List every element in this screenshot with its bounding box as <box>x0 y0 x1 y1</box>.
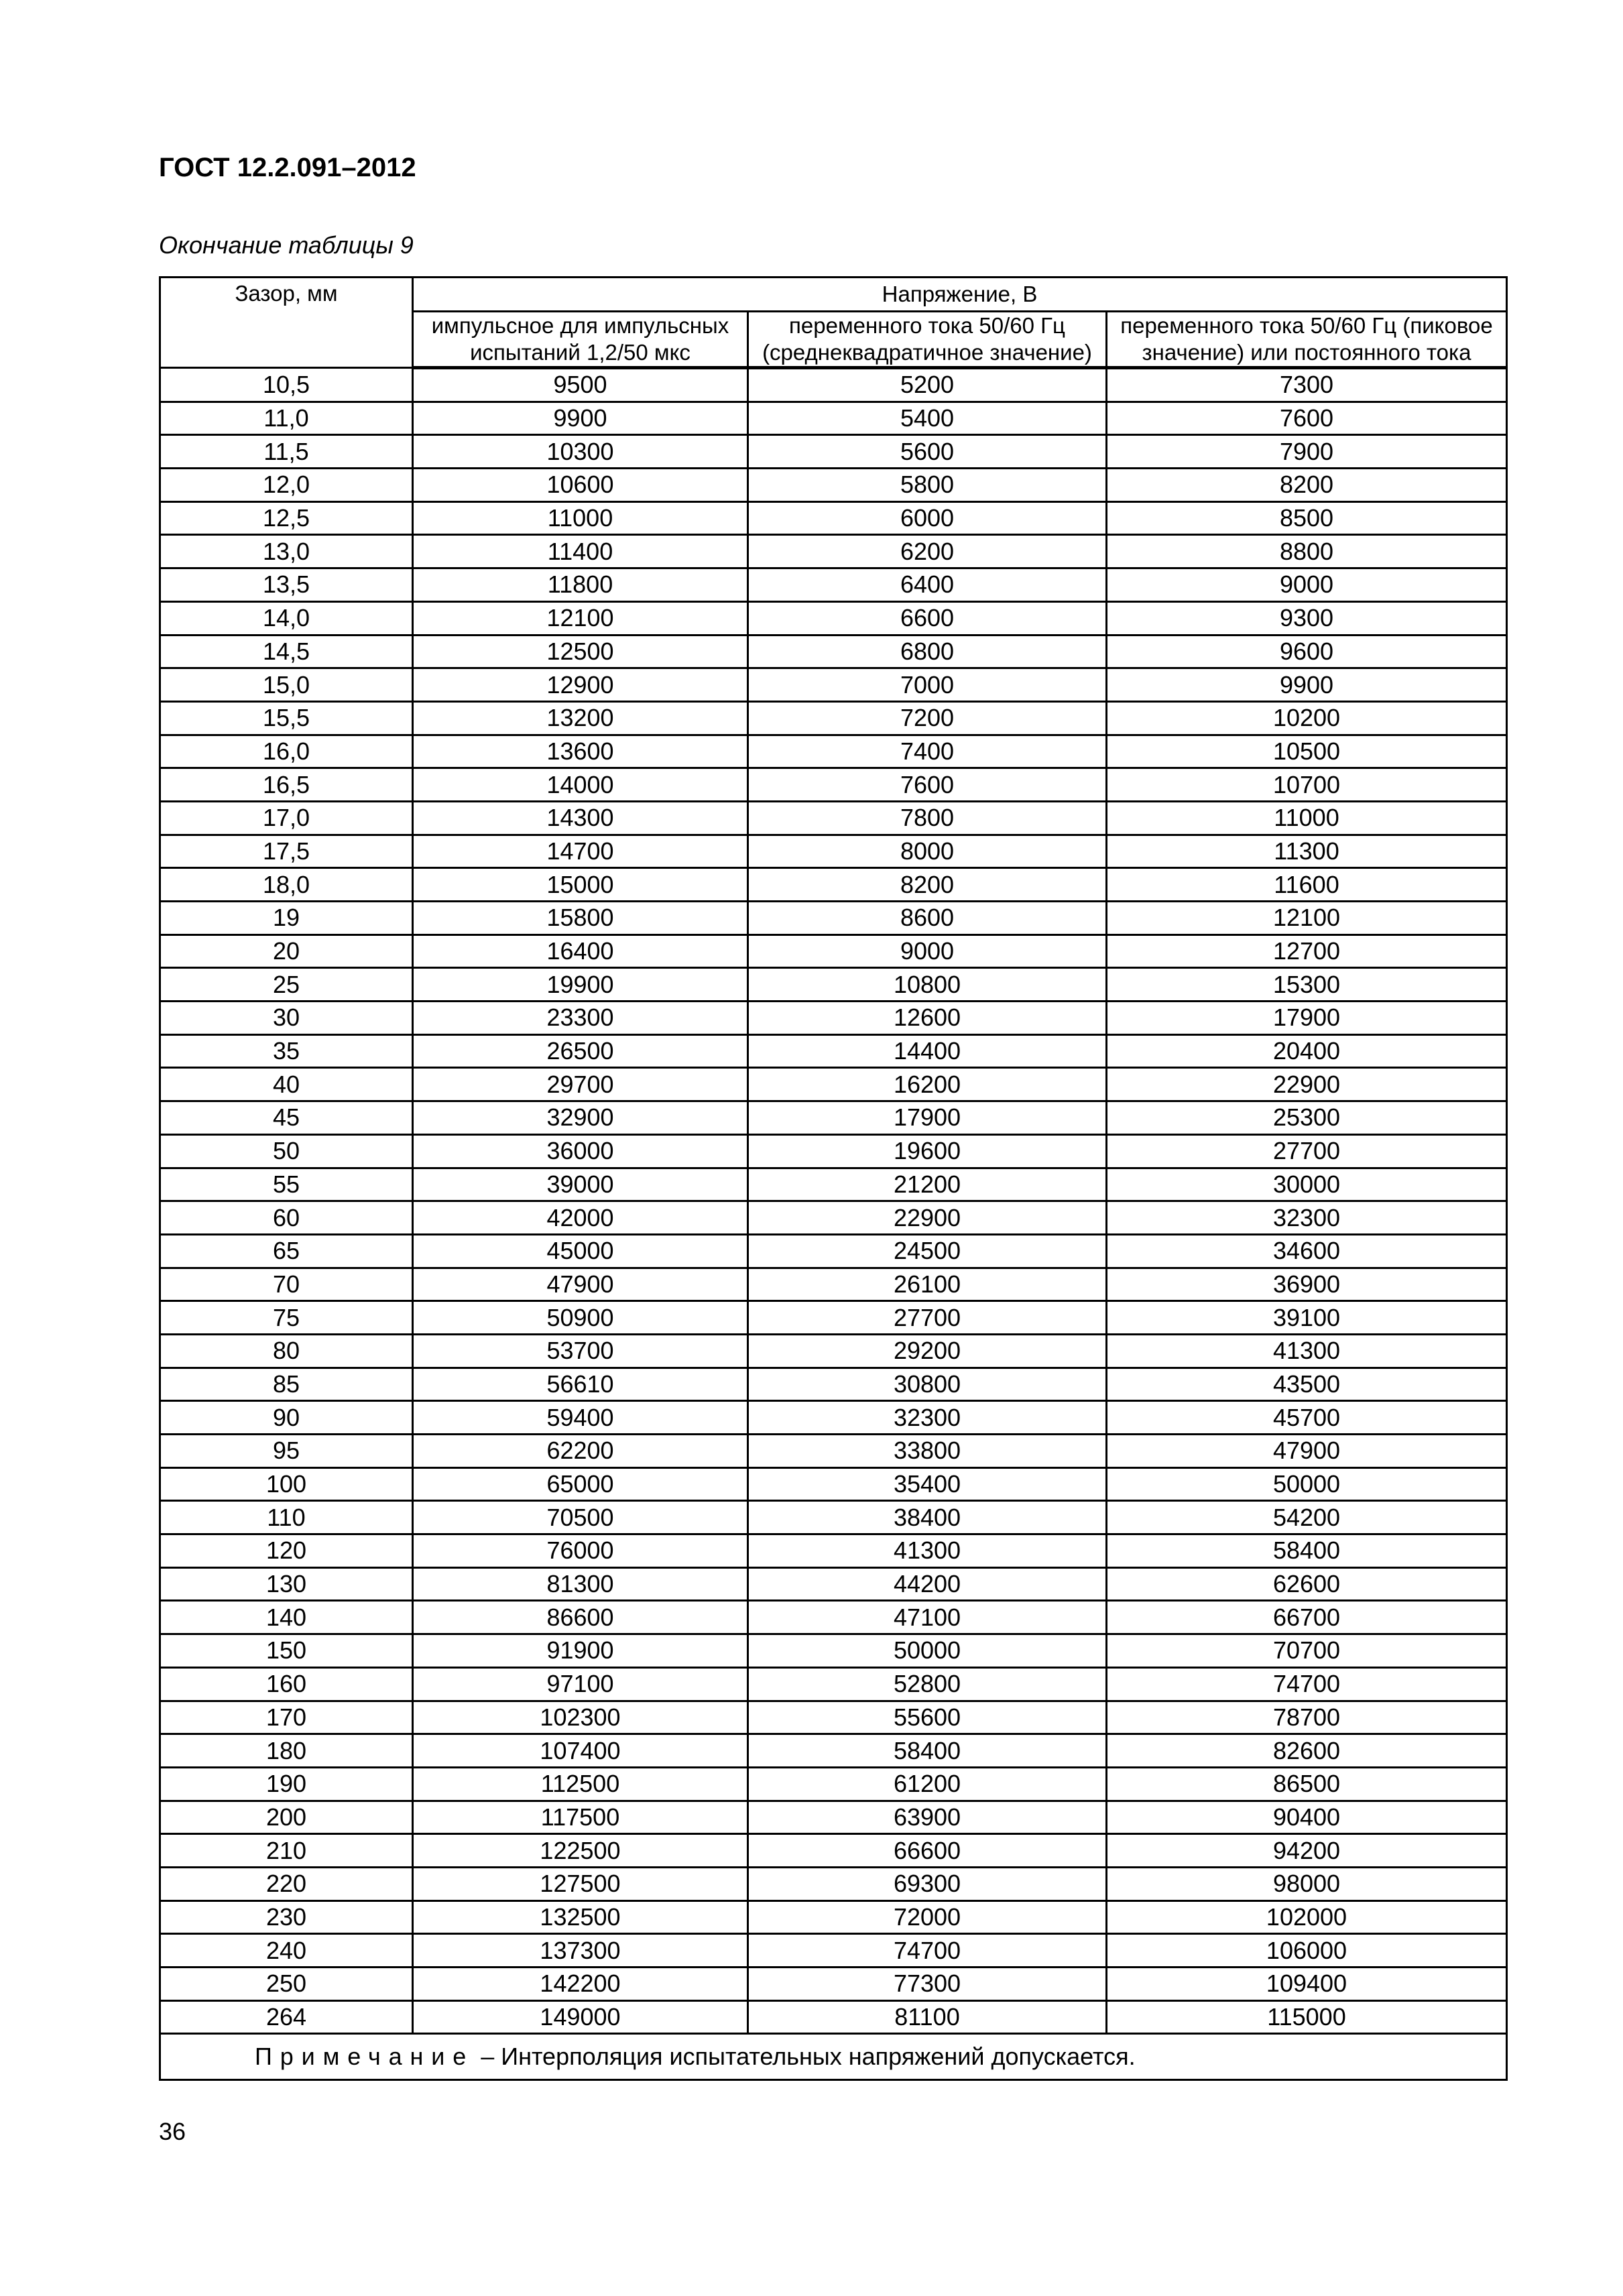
gap-cell: 110 <box>160 1501 413 1534</box>
table-row <box>160 1002 1507 1035</box>
ac-peak-dc-cell: 12100 <box>1107 902 1507 935</box>
ac-rms-cell: 8200 <box>748 868 1107 902</box>
impulse-cell: 39000 <box>413 1168 748 1201</box>
gap-cell: 30 <box>160 1002 413 1035</box>
impulse-cell: 62200 <box>413 1435 748 1468</box>
gap-cell: 16,0 <box>160 735 413 768</box>
impulse-cell: 19900 <box>413 968 748 1002</box>
impulse-cell: 53700 <box>413 1334 748 1368</box>
table-row <box>160 1667 1507 1701</box>
gap-cell: 85 <box>160 1368 413 1401</box>
gap-cell: 90 <box>160 1401 413 1435</box>
gap-cell: 170 <box>160 1701 413 1734</box>
ac-rms-cell: 5400 <box>748 402 1107 435</box>
impulse-cell: 11800 <box>413 568 748 602</box>
table-row <box>160 835 1507 868</box>
impulse-cell: 11400 <box>413 535 748 568</box>
ac-rms-cell: 5200 <box>748 368 1107 402</box>
table-row <box>160 1834 1507 1868</box>
ac-rms-cell: 7000 <box>748 668 1107 702</box>
ac-peak-dc-cell: 47900 <box>1107 1435 1507 1468</box>
gap-cell: 220 <box>160 1867 413 1900</box>
gap-cell: 25 <box>160 968 413 1002</box>
gap-cell: 50 <box>160 1134 413 1168</box>
impulse-cell: 112500 <box>413 1767 748 1801</box>
ac-rms-cell: 29200 <box>748 1334 1107 1368</box>
gap-cell: 35 <box>160 1034 413 1068</box>
ac-peak-dc-cell: 82600 <box>1107 1734 1507 1768</box>
ac-peak-dc-cell: 78700 <box>1107 1701 1507 1734</box>
gap-cell: 70 <box>160 1268 413 1301</box>
ac-peak-dc-cell: 58400 <box>1107 1534 1507 1568</box>
table-row <box>160 1501 1507 1534</box>
ac-peak-dc-cell: 11300 <box>1107 835 1507 868</box>
table-row <box>160 1401 1507 1435</box>
impulse-cell: 15000 <box>413 868 748 902</box>
ac-rms-cell: 10800 <box>748 968 1107 1002</box>
ac-peak-dc-cell: 12700 <box>1107 934 1507 968</box>
impulse-cell: 127500 <box>413 1867 748 1900</box>
ac-rms-cell: 41300 <box>748 1534 1107 1568</box>
ac-rms-cell: 17900 <box>748 1101 1107 1135</box>
ac-peak-dc-cell: 8500 <box>1107 501 1507 535</box>
document-code: ГОСТ 12.2.091–2012 <box>159 153 416 182</box>
impulse-cell: 13600 <box>413 735 748 768</box>
ac-peak-dc-cell: 45700 <box>1107 1401 1507 1435</box>
table-row <box>160 1068 1507 1101</box>
gap-cell: 210 <box>160 1834 413 1868</box>
impulse-cell: 16400 <box>413 934 748 968</box>
ac-peak-dc-cell: 50000 <box>1107 1467 1507 1501</box>
table-row <box>160 2000 1507 2034</box>
table-row <box>160 635 1507 668</box>
ac-peak-dc-cell: 9300 <box>1107 601 1507 635</box>
ac-peak-dc-cell: 62600 <box>1107 1567 1507 1601</box>
ac-peak-dc-cell: 20400 <box>1107 1034 1507 1068</box>
ac-rms-cell: 6600 <box>748 601 1107 635</box>
header-impulse: импульсное для импульсных испытаний 1,2/50 мкс <box>413 312 748 368</box>
gap-cell: 264 <box>160 2000 413 2034</box>
table-row <box>160 1101 1507 1135</box>
ac-peak-dc-cell: 54200 <box>1107 1501 1507 1534</box>
ac-rms-cell: 55600 <box>748 1701 1107 1734</box>
ac-peak-dc-cell: 90400 <box>1107 1801 1507 1834</box>
gap-cell: 16,5 <box>160 768 413 802</box>
gap-cell: 80 <box>160 1334 413 1368</box>
impulse-cell: 45000 <box>413 1234 748 1268</box>
ac-peak-dc-cell: 66700 <box>1107 1601 1507 1634</box>
ac-rms-cell: 61200 <box>748 1767 1107 1801</box>
impulse-cell: 36000 <box>413 1134 748 1168</box>
ac-peak-dc-cell: 8800 <box>1107 535 1507 568</box>
impulse-cell: 14000 <box>413 768 748 802</box>
impulse-cell: 117500 <box>413 1801 748 1834</box>
ac-peak-dc-cell: 25300 <box>1107 1101 1507 1135</box>
impulse-cell: 86600 <box>413 1601 748 1634</box>
impulse-cell: 50900 <box>413 1301 748 1335</box>
gap-cell: 13,0 <box>160 535 413 568</box>
table-header <box>160 278 1507 368</box>
impulse-cell: 14300 <box>413 801 748 835</box>
impulse-cell: 81300 <box>413 1567 748 1601</box>
ac-rms-cell: 7200 <box>748 701 1107 735</box>
ac-rms-cell: 19600 <box>748 1134 1107 1168</box>
ac-peak-dc-cell: 102000 <box>1107 1900 1507 1934</box>
table-row <box>160 701 1507 735</box>
ac-peak-dc-cell: 98000 <box>1107 1867 1507 1900</box>
ac-peak-dc-cell: 9600 <box>1107 635 1507 668</box>
ac-rms-cell: 8600 <box>748 902 1107 935</box>
gap-cell: 120 <box>160 1534 413 1568</box>
table-row <box>160 1268 1507 1301</box>
table-row <box>160 1368 1507 1401</box>
table-body <box>160 368 1507 2034</box>
ac-rms-cell: 81100 <box>748 2000 1107 2034</box>
ac-peak-dc-cell: 22900 <box>1107 1068 1507 1101</box>
ac-rms-cell: 58400 <box>748 1734 1107 1768</box>
gap-cell: 17,5 <box>160 835 413 868</box>
ac-rms-cell: 12600 <box>748 1002 1107 1035</box>
impulse-cell: 70500 <box>413 1501 748 1534</box>
ac-rms-cell: 26100 <box>748 1268 1107 1301</box>
table-row <box>160 1034 1507 1068</box>
ac-peak-dc-cell: 10700 <box>1107 768 1507 802</box>
ac-rms-cell: 66600 <box>748 1834 1107 1868</box>
gap-cell: 14,0 <box>160 601 413 635</box>
table-note <box>160 2034 1507 2080</box>
table-row <box>160 768 1507 802</box>
ac-peak-dc-cell: 43500 <box>1107 1368 1507 1401</box>
table-row <box>160 1867 1507 1900</box>
table-row <box>160 934 1507 968</box>
impulse-cell: 56610 <box>413 1368 748 1401</box>
impulse-cell: 14700 <box>413 835 748 868</box>
impulse-cell: 91900 <box>413 1634 748 1668</box>
gap-cell: 14,5 <box>160 635 413 668</box>
ac-rms-cell: 50000 <box>748 1634 1107 1668</box>
impulse-cell: 102300 <box>413 1701 748 1734</box>
ac-peak-dc-cell: 11600 <box>1107 868 1507 902</box>
gap-cell: 15,0 <box>160 668 413 702</box>
ac-rms-cell: 21200 <box>748 1168 1107 1201</box>
gap-cell: 100 <box>160 1467 413 1501</box>
impulse-cell: 42000 <box>413 1201 748 1235</box>
impulse-cell: 15800 <box>413 902 748 935</box>
ac-rms-cell: 69300 <box>748 1867 1107 1900</box>
ac-peak-dc-cell: 10200 <box>1107 701 1507 735</box>
gap-cell: 55 <box>160 1168 413 1201</box>
gap-cell: 13,5 <box>160 568 413 602</box>
voltage-table <box>159 276 1508 2081</box>
impulse-cell: 32900 <box>413 1101 748 1135</box>
ac-peak-dc-cell: 41300 <box>1107 1334 1507 1368</box>
impulse-cell: 107400 <box>413 1734 748 1768</box>
ac-peak-dc-cell: 7300 <box>1107 368 1507 402</box>
ac-rms-cell: 7400 <box>748 735 1107 768</box>
table-row <box>160 1934 1507 1968</box>
ac-rms-cell: 8000 <box>748 835 1107 868</box>
table-row <box>160 1435 1507 1468</box>
ac-rms-cell: 24500 <box>748 1234 1107 1268</box>
table-row <box>160 1900 1507 1934</box>
ac-peak-dc-cell: 74700 <box>1107 1667 1507 1701</box>
table-row <box>160 902 1507 935</box>
table-row <box>160 368 1507 402</box>
ac-rms-cell: 52800 <box>748 1667 1107 1701</box>
gap-cell: 190 <box>160 1767 413 1801</box>
gap-cell: 10,5 <box>160 368 413 402</box>
table-row <box>160 1801 1507 1834</box>
gap-cell: 200 <box>160 1801 413 1834</box>
ac-rms-cell: 32300 <box>748 1401 1107 1435</box>
gap-cell: 75 <box>160 1301 413 1335</box>
gap-cell: 240 <box>160 1934 413 1968</box>
ac-peak-dc-cell: 10500 <box>1107 735 1507 768</box>
ac-peak-dc-cell: 109400 <box>1107 1968 1507 2001</box>
gap-cell: 60 <box>160 1201 413 1235</box>
table-row <box>160 668 1507 702</box>
table-row <box>160 1634 1507 1668</box>
impulse-cell: 9500 <box>413 368 748 402</box>
header-ac-rms: переменного тока 50/60 Гц (среднеквадратичное значение) <box>748 312 1107 368</box>
ac-rms-cell: 44200 <box>748 1567 1107 1601</box>
ac-peak-dc-cell: 34600 <box>1107 1234 1507 1268</box>
table-row <box>160 1168 1507 1201</box>
table-caption: Окончание таблицы 9 <box>159 231 414 259</box>
ac-rms-cell: 30800 <box>748 1368 1107 1401</box>
gap-cell: 17,0 <box>160 801 413 835</box>
impulse-cell: 59400 <box>413 1401 748 1435</box>
impulse-cell: 11000 <box>413 501 748 535</box>
impulse-cell: 149000 <box>413 2000 748 2034</box>
ac-rms-cell: 63900 <box>748 1801 1107 1834</box>
ac-rms-cell: 33800 <box>748 1435 1107 1468</box>
table-row <box>160 568 1507 602</box>
table-row <box>160 1301 1507 1335</box>
gap-cell: 65 <box>160 1234 413 1268</box>
ac-rms-cell: 47100 <box>748 1601 1107 1634</box>
table-row <box>160 868 1507 902</box>
table-row <box>160 1467 1507 1501</box>
ac-peak-dc-cell: 8200 <box>1107 469 1507 502</box>
table-row <box>160 1534 1507 1568</box>
gap-cell: 95 <box>160 1435 413 1468</box>
gap-cell: 40 <box>160 1068 413 1101</box>
table-row <box>160 735 1507 768</box>
header-voltage: Напряжение, В <box>413 278 1507 312</box>
ac-peak-dc-cell: 70700 <box>1107 1634 1507 1668</box>
table-row <box>160 1567 1507 1601</box>
ac-rms-cell: 27700 <box>748 1301 1107 1335</box>
impulse-cell: 65000 <box>413 1467 748 1501</box>
impulse-cell: 142200 <box>413 1968 748 2001</box>
ac-rms-cell: 35400 <box>748 1467 1107 1501</box>
gap-cell: 15,5 <box>160 701 413 735</box>
gap-cell: 20 <box>160 934 413 968</box>
gap-cell: 230 <box>160 1900 413 1934</box>
ac-peak-dc-cell: 17900 <box>1107 1002 1507 1035</box>
ac-peak-dc-cell: 86500 <box>1107 1767 1507 1801</box>
gap-cell: 140 <box>160 1601 413 1634</box>
gap-cell: 150 <box>160 1634 413 1668</box>
gap-cell: 130 <box>160 1567 413 1601</box>
ac-rms-cell: 6400 <box>748 568 1107 602</box>
impulse-cell: 10600 <box>413 469 748 502</box>
ac-peak-dc-cell: 7600 <box>1107 402 1507 435</box>
table-row <box>160 402 1507 435</box>
gap-cell: 18,0 <box>160 868 413 902</box>
ac-rms-cell: 72000 <box>748 1900 1107 1934</box>
gap-cell: 45 <box>160 1101 413 1135</box>
impulse-cell: 47900 <box>413 1268 748 1301</box>
impulse-cell: 132500 <box>413 1900 748 1934</box>
impulse-cell: 26500 <box>413 1034 748 1068</box>
impulse-cell: 12500 <box>413 635 748 668</box>
ac-rms-cell: 9000 <box>748 934 1107 968</box>
ac-peak-dc-cell: 36900 <box>1107 1268 1507 1301</box>
ac-rms-cell: 22900 <box>748 1201 1107 1235</box>
table-row <box>160 535 1507 568</box>
impulse-cell: 9900 <box>413 402 748 435</box>
gap-cell: 12,5 <box>160 501 413 535</box>
table-row <box>160 968 1507 1002</box>
table-row <box>160 501 1507 535</box>
gap-cell: 160 <box>160 1667 413 1701</box>
page-number: 36 <box>159 2118 186 2145</box>
header-ac-peak-dc: переменного тока 50/60 Гц (пиковое значение) или постоянного тока <box>1107 312 1507 368</box>
ac-peak-dc-cell: 15300 <box>1107 968 1507 1002</box>
ac-rms-cell: 5600 <box>748 435 1107 469</box>
table-row <box>160 801 1507 835</box>
ac-rms-cell: 6000 <box>748 501 1107 535</box>
table-row <box>160 435 1507 469</box>
table-row <box>160 1968 1507 2001</box>
ac-rms-cell: 74700 <box>748 1934 1107 1968</box>
impulse-cell: 97100 <box>413 1667 748 1701</box>
gap-cell: 11,0 <box>160 402 413 435</box>
impulse-cell: 122500 <box>413 1834 748 1868</box>
ac-rms-cell: 6800 <box>748 635 1107 668</box>
gap-cell: 250 <box>160 1968 413 2001</box>
ac-peak-dc-cell: 30000 <box>1107 1168 1507 1201</box>
table-row <box>160 1134 1507 1168</box>
ac-peak-dc-cell: 106000 <box>1107 1934 1507 1968</box>
ac-peak-dc-cell: 11000 <box>1107 801 1507 835</box>
impulse-cell: 29700 <box>413 1068 748 1101</box>
table-row <box>160 1201 1507 1235</box>
table-row <box>160 1767 1507 1801</box>
table-row <box>160 1734 1507 1768</box>
ac-peak-dc-cell: 39100 <box>1107 1301 1507 1335</box>
ac-rms-cell: 7600 <box>748 768 1107 802</box>
ac-rms-cell: 38400 <box>748 1501 1107 1534</box>
ac-peak-dc-cell: 32300 <box>1107 1201 1507 1235</box>
ac-peak-dc-cell: 27700 <box>1107 1134 1507 1168</box>
ac-rms-cell: 6200 <box>748 535 1107 568</box>
ac-peak-dc-cell: 7900 <box>1107 435 1507 469</box>
ac-peak-dc-cell: 94200 <box>1107 1834 1507 1868</box>
table-row <box>160 1701 1507 1734</box>
table-row <box>160 469 1507 502</box>
table-row <box>160 1234 1507 1268</box>
impulse-cell: 12900 <box>413 668 748 702</box>
impulse-cell: 13200 <box>413 701 748 735</box>
gap-cell: 11,5 <box>160 435 413 469</box>
ac-peak-dc-cell: 115000 <box>1107 2000 1507 2034</box>
impulse-cell: 10300 <box>413 435 748 469</box>
gap-cell: 180 <box>160 1734 413 1768</box>
table-row <box>160 601 1507 635</box>
ac-rms-cell: 14400 <box>748 1034 1107 1068</box>
table-row <box>160 1601 1507 1634</box>
gap-cell: 19 <box>160 902 413 935</box>
gap-cell: 12,0 <box>160 469 413 502</box>
ac-peak-dc-cell: 9900 <box>1107 668 1507 702</box>
note-label: Примечание <box>255 2043 475 2071</box>
note-text: – Интерполяция испытательных напряжений допускается. <box>481 2043 1136 2071</box>
table-row <box>160 1334 1507 1368</box>
impulse-cell: 76000 <box>413 1534 748 1568</box>
ac-rms-cell: 16200 <box>748 1068 1107 1101</box>
ac-rms-cell: 7800 <box>748 801 1107 835</box>
ac-rms-cell: 77300 <box>748 1968 1107 2001</box>
impulse-cell: 137300 <box>413 1934 748 1968</box>
ac-rms-cell: 5800 <box>748 469 1107 502</box>
ac-peak-dc-cell: 9000 <box>1107 568 1507 602</box>
header-gap: Зазор, мм <box>160 278 413 368</box>
impulse-cell: 12100 <box>413 601 748 635</box>
impulse-cell: 23300 <box>413 1002 748 1035</box>
